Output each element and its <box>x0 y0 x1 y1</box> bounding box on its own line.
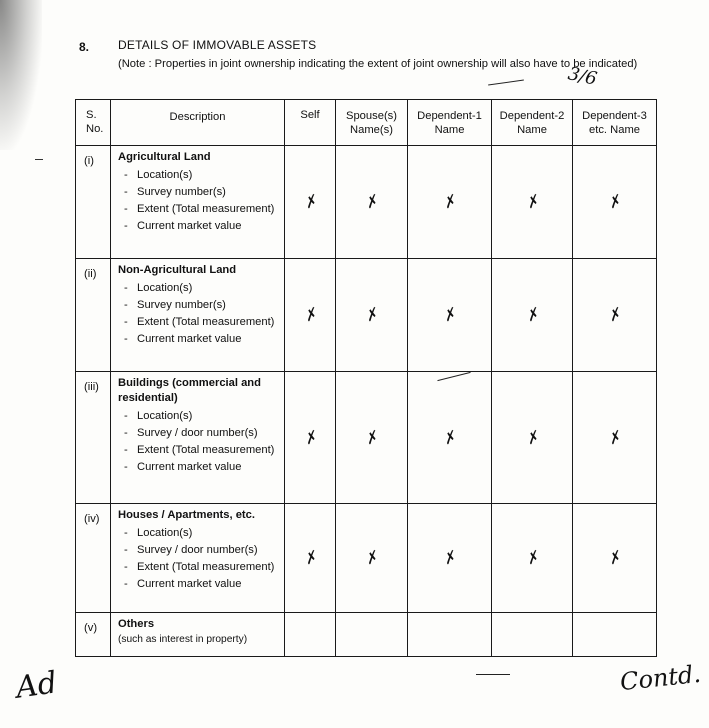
nil-mark: ✗ <box>604 191 624 213</box>
nil-mark: ✗ <box>439 191 459 213</box>
row-item: - Extent (Total measurement) <box>118 443 280 457</box>
cell-spouse <box>336 146 408 259</box>
section-note: (Note : Properties in joint ownership indicating the extent of joint ownership will also have to be indicated) <box>118 58 638 70</box>
nil-mark: ✗ <box>361 426 381 449</box>
row-sno: (i) <box>76 146 111 259</box>
row-item: - Current market value <box>118 577 280 591</box>
cell-spouse <box>336 372 408 504</box>
row-sno: (v) <box>76 613 111 657</box>
cell-self <box>285 372 336 504</box>
cell-self <box>285 504 336 613</box>
row-category: Buildings (commercial and residential) <box>118 377 261 404</box>
cell-dependent-2 <box>492 146 573 259</box>
row-category: Others <box>118 618 155 630</box>
cell-dependent-1 <box>408 504 492 613</box>
header-dependent-3: Dependent-3 etc. Name <box>573 100 657 146</box>
immovable-assets-table <box>75 99 657 657</box>
cell-self <box>285 613 336 657</box>
margin-mark <box>35 159 43 160</box>
row-subtext: (such as interest in property) <box>118 634 248 645</box>
header-description: Description <box>111 100 285 146</box>
nil-mark: ✗ <box>361 304 381 326</box>
nil-mark: ✗ <box>300 304 320 326</box>
header-sno: S. No. <box>76 100 111 146</box>
handwritten-initials: Ad <box>13 665 60 706</box>
nil-mark: ✗ <box>361 547 381 569</box>
section-number: 8. <box>79 40 90 54</box>
row-category: Non-Agricultural Land <box>118 264 237 276</box>
row-item: - Location(s) <box>118 409 280 423</box>
nil-mark: ✗ <box>300 547 320 569</box>
pen-stroke <box>488 79 524 85</box>
cell-self <box>285 146 336 259</box>
cell-dependent-1 <box>408 613 492 657</box>
header-dependent-1: Dependent-1 Name <box>408 100 492 146</box>
cell-dependent-2 <box>492 504 573 613</box>
row-description <box>111 613 285 657</box>
table-row <box>76 613 657 657</box>
nil-mark: ✗ <box>300 191 320 213</box>
nil-mark: ✗ <box>361 191 381 213</box>
row-item: - Current market value <box>118 219 280 233</box>
table-row <box>76 504 657 613</box>
row-description <box>111 259 285 372</box>
cell-dependent-2 <box>492 372 573 504</box>
nil-mark: ✗ <box>522 547 542 569</box>
nil-mark: ✗ <box>522 304 542 326</box>
nil-mark: ✗ <box>439 304 459 326</box>
cell-dependent-1 <box>408 146 492 259</box>
table-header-row <box>76 100 657 146</box>
row-sno: (iii) <box>76 372 111 504</box>
cell-dependent-2 <box>492 259 573 372</box>
row-item: - Extent (Total measurement) <box>118 315 280 329</box>
row-item: - Location(s) <box>118 168 280 182</box>
nil-mark: ✗ <box>300 426 320 449</box>
row-description <box>111 146 285 259</box>
row-item: - Location(s) <box>118 526 280 540</box>
handwritten-page-mark: 3/6 <box>566 63 599 90</box>
cell-dependent-3 <box>573 146 657 259</box>
nil-mark: ✗ <box>439 426 459 449</box>
cell-dependent-3 <box>573 372 657 504</box>
cell-dependent-1 <box>408 259 492 372</box>
row-item: - Survey / door number(s) <box>118 543 280 557</box>
nil-mark: ✗ <box>604 547 624 569</box>
cell-dependent-1 <box>408 372 492 504</box>
handwritten-contd: Contd. <box>618 659 703 697</box>
row-description <box>111 372 285 504</box>
cell-spouse <box>336 504 408 613</box>
row-category: Houses / Apartments, etc. <box>118 509 255 521</box>
header-dependent-2: Dependent-2 Name <box>492 100 573 146</box>
row-item: - Survey number(s) <box>118 185 280 199</box>
cell-dependent-2 <box>492 613 573 657</box>
row-item: - Survey number(s) <box>118 298 280 312</box>
cell-spouse <box>336 259 408 372</box>
section-title: DETAILS OF IMMOVABLE ASSETS <box>118 38 317 52</box>
row-item: - Location(s) <box>118 281 280 295</box>
cell-dependent-3 <box>573 504 657 613</box>
cell-self <box>285 259 336 372</box>
row-item: - Current market value <box>118 460 280 474</box>
scan-shadow <box>0 0 42 150</box>
nil-mark: ✗ <box>604 304 624 326</box>
row-item: - Survey / door number(s) <box>118 426 280 440</box>
cell-dependent-3 <box>573 259 657 372</box>
header-self: Self <box>285 100 336 146</box>
nil-mark: ✗ <box>522 426 542 449</box>
table-row <box>76 372 657 504</box>
row-item: - Extent (Total measurement) <box>118 202 280 216</box>
nil-mark: ✗ <box>604 426 624 449</box>
row-item: - Extent (Total measurement) <box>118 560 280 574</box>
nil-mark: ✗ <box>522 191 542 213</box>
table-row <box>76 259 657 372</box>
table-row <box>76 146 657 259</box>
row-sno: (ii) <box>76 259 111 372</box>
row-description <box>111 504 285 613</box>
header-spouse: Spouse(s) Name(s) <box>336 100 408 146</box>
row-sno: (iv) <box>76 504 111 613</box>
row-item: - Current market value <box>118 332 280 346</box>
cell-spouse <box>336 613 408 657</box>
pen-stroke <box>476 674 510 675</box>
row-category: Agricultural Land <box>118 151 211 163</box>
nil-mark: ✗ <box>439 547 459 569</box>
cell-dependent-3 <box>573 613 657 657</box>
